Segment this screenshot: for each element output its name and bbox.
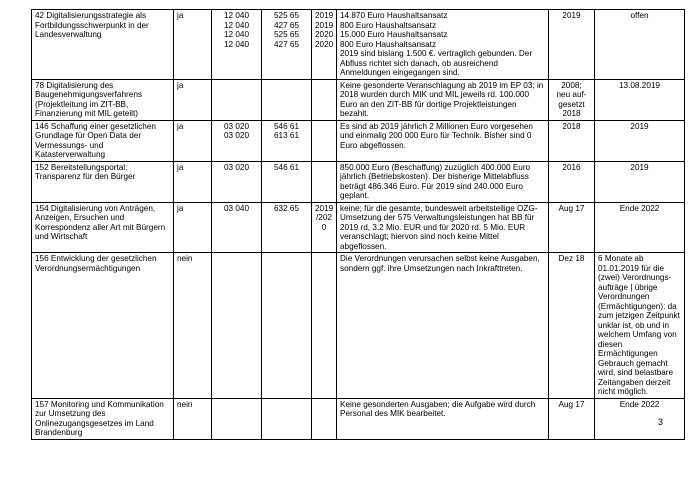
budget-year [312,398,337,439]
start-date: 2008; neu auf- gesetzt 2018 [549,79,595,120]
funding-flag: ja [174,202,212,253]
measure-title: 146 Schaffung einer gesetzlichen Grundlage für Open Data der Vermessungs- und Katasterverwaltung [32,120,174,161]
budget-year [312,161,337,202]
table-row [32,79,685,120]
funding-flag: nein [174,253,212,399]
start-date: Aug 17 [549,398,595,439]
start-date: 2018 [549,120,595,161]
cost-description: keine; für die gesamte, bundesweit arbeitsteilige OZG-Umsetzung der 575 Verwaltungsleistungen hat BB für 2019 rd, 3,2 Mio. EUR und für 2020 rd. 5 Mio. EUR veranschlagt; hiervon sind noch keine Mittel abgeflossen. [337,202,549,253]
budget-title [262,253,312,399]
cost-description: Die Verordnungen verursachen selbst keine Ausgaben, sondern ggf. ihre Umsetzungen nach Inkrafttreten. [337,253,549,399]
budget-chapter [212,79,262,120]
start-date: Aug 17 [549,202,595,253]
budget-title: 525 65 427 65 525 65 427 65 [262,10,312,80]
end-date: offen [595,10,685,80]
budget-title [262,79,312,120]
cost-description: Keine gesonderte Veranschlagung ab 2019 im EP 03; in 2018 wurden durch MIK und MIL jeweils rd. 100.000 Euro an den ZIT-BB für dortige Projektleistungen bezahlt. [337,79,549,120]
funding-flag: ja [174,79,212,120]
budget-year [312,120,337,161]
budget-chapter: 03 020 [212,161,262,202]
budget-year: 2019 /202 0 [312,202,337,253]
budget-year [312,79,337,120]
table-row [32,398,685,439]
table-row [32,161,685,202]
budget-chapter [212,253,262,399]
budget-title: 632 65 [262,202,312,253]
measure-title: 152 Bereitstellungsportal: Transparenz für den Bürger [32,161,174,202]
budget-chapter: 12 040 12 040 12 040 12 040 [212,10,262,80]
table-row [32,10,685,80]
budget-title: 546 61 [262,161,312,202]
budget-title [262,398,312,439]
measure-title: 154 Digitalisierung von Anträgen, Anzeigen, Ersuchen und Korrespondenz aller Art mit Bürgern und Wirtschaft [32,202,174,253]
budget-chapter [212,398,262,439]
table-row [32,120,685,161]
end-date: Ende 2022 [595,398,685,439]
measures-table [31,9,685,440]
cost-description: 14.870 Euro Haushaltsansatz 800 Euro Haushaltsansatz 15.000 Euro Haushaltsansatz 800 Euro Haushaltsansatz 2019 sind bislang 1.500 €. vertraglich gebunden. Der Abfluss richtet sich danach, ob ausreichend Anmeldungen eingegangen sind. [337,10,549,80]
budget-year [312,253,337,399]
funding-flag: ja [174,10,212,80]
end-date: 13.08.2019 [595,79,685,120]
funding-flag: ja [174,161,212,202]
cost-description: Es sind ab 2019 jährlich 2 Millionen Euro vorgesehen und einmalig 200 000 Euro für Technik. Bisher sind 0 Euro abgeflossen. [337,120,549,161]
end-date: 2019 [595,120,685,161]
measure-title: 78 Digitalisierung des Baugenehmigungsverfahrens (Projektleitung im ZIT-BB, Finanzierung mit MIL geteilt) [32,79,174,120]
budget-title: 546 61 613 61 [262,120,312,161]
table-row [32,202,685,253]
start-date: Dez 18 [549,253,595,399]
cost-description: Keine gesonderten Ausgaben; die Aufgabe wird durch Personal des MIK bearbeitet. [337,398,549,439]
budget-chapter: 03 040 [212,202,262,253]
measure-title: 156 Entwicklung der gesetzlichen Verordnungsermächtigungen [32,253,174,399]
measure-title: 157 Monitoring und Kommunikation zur Umsetzung des Onlinezugangsgesetzes im Land Brandenburg [32,398,174,439]
cost-description: 850.000 Euro (Beschaffung) zuzüglich 400.000 Euro jährlich (Betriebskosten). Der bisherige Mittelabfluss beträgt 486.346 Euro. Für 2019 sind 240.000 Euro geplant. [337,161,549,202]
funding-flag: ja [174,120,212,161]
funding-flag: nein [174,398,212,439]
page-number: 3 [658,417,664,427]
end-date: Ende 2022 [595,202,685,253]
start-date: 2016 [549,161,595,202]
budget-year: 2019 2019 2020 2020 [312,10,337,80]
table-row [32,253,685,399]
budget-chapter: 03 020 03 020 [212,120,262,161]
start-date: 2019 [549,10,595,80]
end-date: 2019 [595,161,685,202]
end-date: 6 Monate ab 01.01.2019 für die (zwei) Verordnungs-aufträge | übrige Verordnungen (Ermächtigungen): da zum jetzigen Zeitpunkt unklar ist, ob und in welchem Umfang von diesen Ermächtigungen Gebrauch gemacht wird, sind belastbare Zeitangaben derzeit nicht möglich. [595,253,685,399]
measure-title: 42 Digitalisierungsstrategie als Fortbildungsschwerpunkt in der Landesverwaltung [32,10,174,80]
